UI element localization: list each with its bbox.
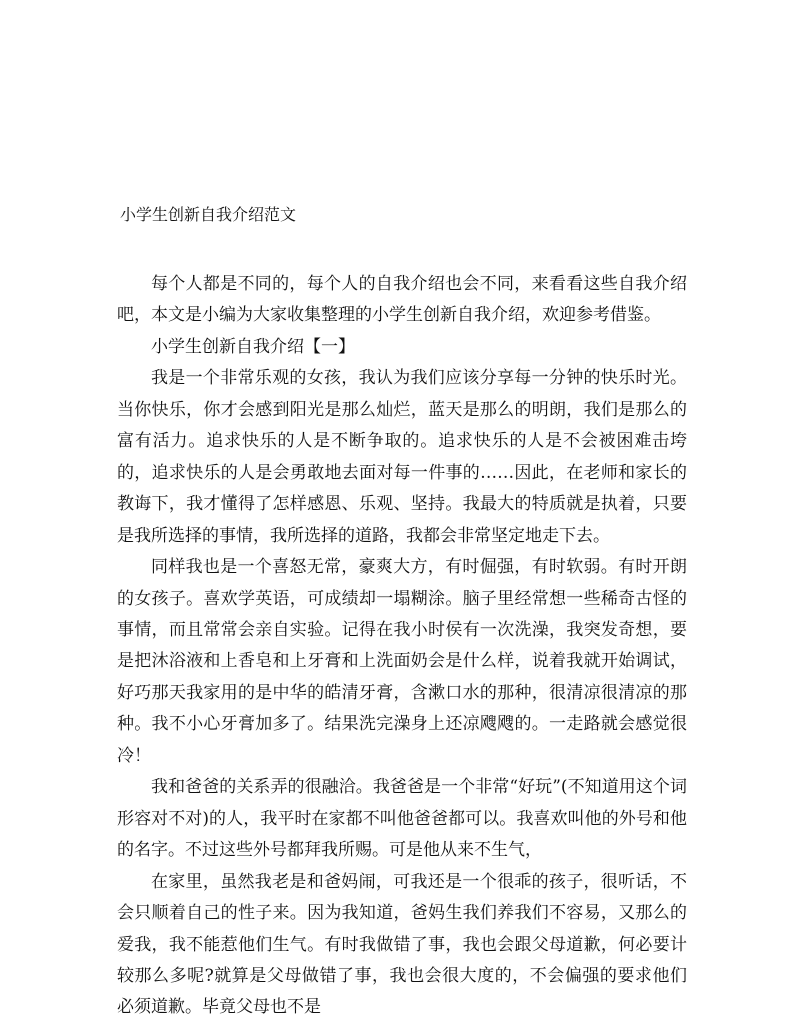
document-title: 小学生创新自我介绍范文 [120, 205, 297, 224]
body-paragraph-2: 同样我也是一个喜怒无常，豪爽大方，有时倔强，有时软弱。有时开朗的女孩子。喜欢学英语，可成绩却一塌糊涂。脑子里经常想一些稀奇古怪的事情，而且常常会亲自实验。记得在我小时侯有一次洗澡，我突发奇想，要是把沐浴液和上香皂和上牙膏和上洗面奶会是什么样，说着我就开始调试，好巧那天我家用的是中华的皓清牙膏，含漱口水的那种，很清凉很清凉的那种。我不小心牙膏加多了。结果洗完澡身上还凉飕飕的。一走路就会感觉很冷！ [117, 557, 687, 766]
body-paragraph-4: 在家里，虽然我老是和爸妈闹，可我还是一个很乖的孩子，很听话，不会只顺着自己的性子来。因为我知道，爸妈生我们养我们不容易，又那么的爱我，我不能惹他们生气。有时我做错了事，我也会跟父母道歉，何必要计较那么多呢?就算是父母做错了事，我也会很大度的，不会偏强的要求他们必须道歉。毕竟父母也不是 [117, 871, 687, 1018]
document-body [117, 269, 687, 1024]
intro-paragraph: 每个人都是不同的，每个人的自我介绍也会不同，来看看这些自我介绍吧，本文是小编为大家收集整理的小学生创新自我介绍，欢迎参考借鉴。 [117, 274, 687, 326]
body-paragraph-3: 我和爸爸的关系弄的很融洽。我爸爸是一个非常“好玩”(不知道用这个词形容对不对)的人，我平时在家都不叫他爸爸都可以。我喜欢叫他的外号和他的名字。不过这些外号都拜我所赐。可是他从来不生气， [117, 777, 687, 861]
section-heading: 小学生创新自我介绍【一】 [151, 336, 355, 357]
body-paragraph-1: 我是一个非常乐观的女孩，我认为我们应该分享每一分钟的快乐时光。当你快乐，你才会感到阳光是那么灿烂，蓝天是那么的明朗，我们是那么的富有活力。追求快乐的人是不断争取的。追求快乐的人是不会被困难击垮的，追求快乐的人是会勇敢地去面对每一件事的……因此，在老师和家长的教诲下，我才懂得了怎样感恩、乐观、坚持。我最大的特质就是执着，只要是我所选择的事情，我所选择的道路，我都会非常坚定地走下去。 [117, 368, 687, 546]
